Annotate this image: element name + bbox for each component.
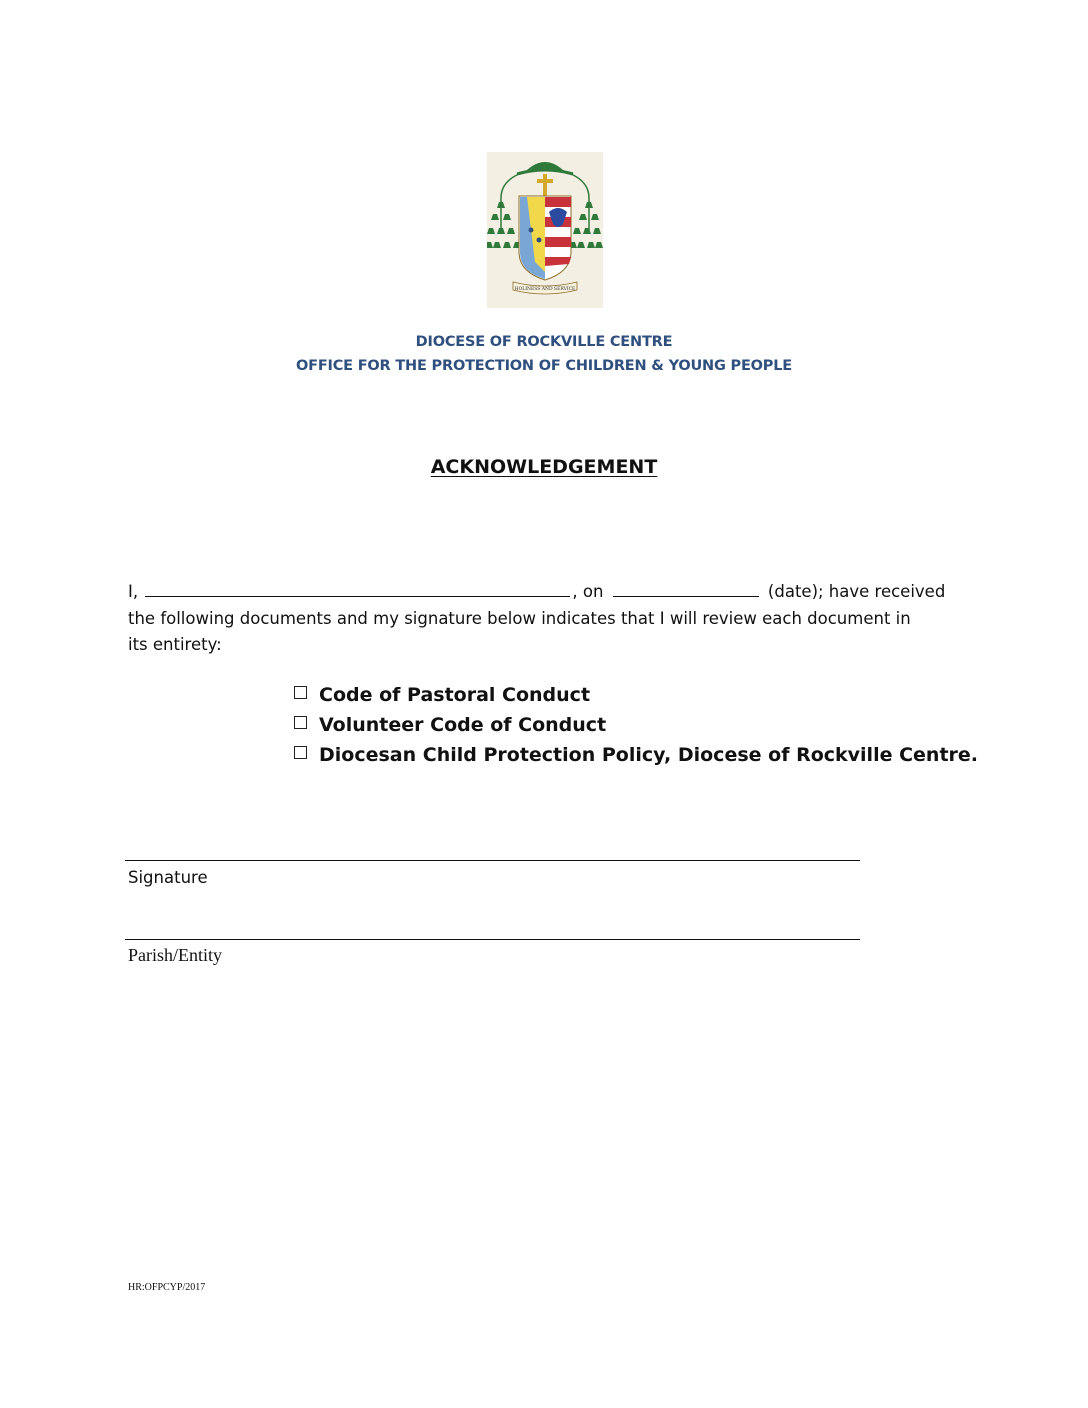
checklist-item-label: Diocesan Child Protection Policy, Diocese of Rockville Centre. xyxy=(319,744,978,766)
checkbox-icon[interactable] xyxy=(294,746,307,759)
name-blank-field[interactable] xyxy=(145,581,570,597)
parish-entity-label: Parish/Entity xyxy=(128,945,222,965)
svg-text:HOLINESS AND SERVICE: HOLINESS AND SERVICE xyxy=(514,287,576,292)
checklist-item-label: Volunteer Code of Conduct xyxy=(319,714,607,736)
form-code: HR:OFPCYP/2017 xyxy=(128,1282,206,1293)
acknowledgement-statement xyxy=(128,579,958,659)
signature-line[interactable] xyxy=(125,860,860,861)
checkbox-icon[interactable] xyxy=(294,686,307,699)
statement-line-3: its entirety: xyxy=(128,635,222,654)
checklist-item xyxy=(294,680,978,710)
office-name: OFFICE FOR THE PROTECTION OF CHILDREN & YOUNG PEOPLE xyxy=(296,358,792,374)
date-blank-field[interactable] xyxy=(613,581,759,597)
signature-label: Signature xyxy=(128,868,208,887)
parish-entity-line[interactable] xyxy=(125,939,860,940)
statement-line-2: the following documents and my signature below indicates that I will review each document in xyxy=(128,608,911,628)
statement-mid: , on xyxy=(572,582,604,601)
checkbox-icon[interactable] xyxy=(294,716,307,729)
statement-line-1 xyxy=(128,579,958,606)
documents-checklist xyxy=(294,680,978,770)
statement-suffix: (date); have received xyxy=(767,582,946,601)
checklist-item-label: Code of Pastoral Conduct xyxy=(319,684,591,706)
page-title: ACKNOWLEDGEMENT xyxy=(430,456,658,478)
checklist-item xyxy=(294,710,978,740)
statement-prefix: I, xyxy=(128,582,139,601)
checklist-item xyxy=(294,740,978,770)
coat-of-arms-icon xyxy=(487,152,603,308)
diocese-name: DIOCESE OF ROCKVILLE CENTRE xyxy=(415,334,673,350)
